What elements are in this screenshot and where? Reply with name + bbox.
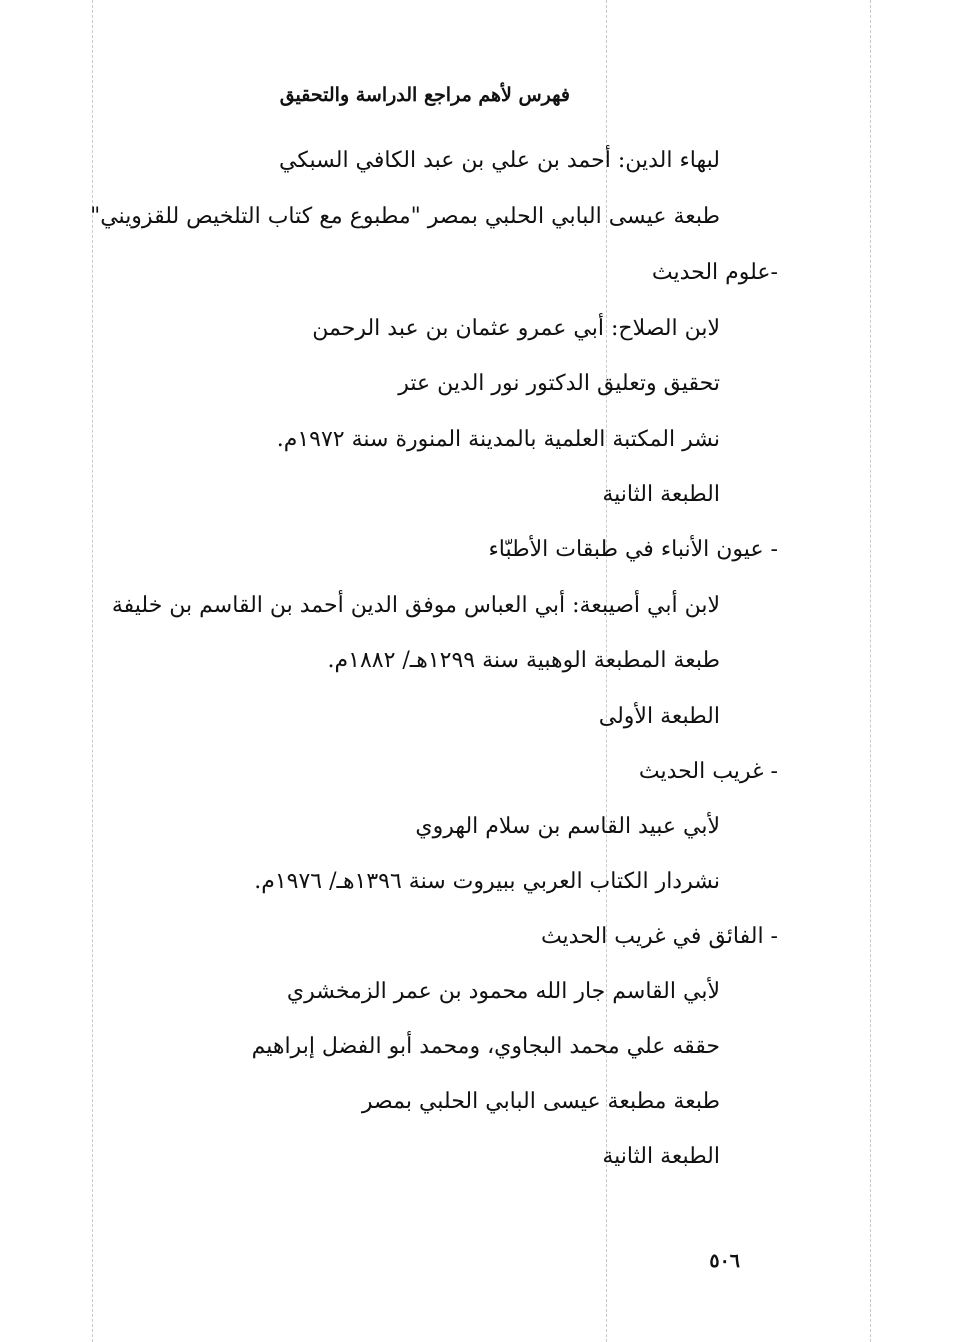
entry-edition-line: الطبعة الثانية (602, 482, 720, 507)
entry-publisher-line: طبعة المطبعة الوهبية سنة ١٢٩٩هـ/ ١٨٨٢م. (327, 648, 720, 673)
entry-editor-line: تحقيق وتعليق الدكتور نور الدين عتر (398, 371, 720, 396)
entry-edition-line: طبعة عيسى البابي الحلبي بمصر "مطبوع مع كتاب التلخيص للقزويني" (90, 204, 720, 229)
entry-publisher-line: طبعة مطبعة عيسى البابي الحلبي بمصر (361, 1089, 720, 1114)
page-header: فهرس لأهم مراجع الدراسة والتحقيق (279, 84, 570, 106)
entry-author-line: لابن الصلاح: أبي عمرو عثمان بن عبد الرحمن (312, 316, 720, 341)
entry-author-line: لأبي القاسم جار الله محمود بن عمر الزمخشري (286, 979, 720, 1004)
entry-author-line: لأبي عبيد القاسم بن سلام الهروي (415, 814, 720, 839)
entry-edition-line: الطبعة الثانية (602, 1144, 720, 1169)
entry-author-line: لبهاء الدين: أحمد بن علي بن عبد الكافي السبكي (279, 148, 720, 173)
page-number: ٥٠٦ (709, 1250, 740, 1272)
section-heading: - الفائق في غريب الحديث (540, 924, 778, 949)
section-heading: - غريب الحديث (638, 759, 778, 784)
entry-editor-line: حققه علي محمد البجاوي، ومحمد أبو الفضل إبراهيم (251, 1034, 720, 1059)
entry-author-line: لابن أبي أصيبعة: أبي العباس موفق الدين أحمد بن القاسم بن خليفة (111, 593, 720, 618)
entry-edition-line: الطبعة الأولى (598, 704, 720, 729)
entry-publisher-line: نشر المكتبة العلمية بالمدينة المنورة سنة ١٩٧٢م. (276, 427, 720, 452)
entry-publisher-line: نشردار الكتاب العربي ببيروت سنة ١٣٩٦هـ/ ١٩٧٦م. (254, 869, 720, 894)
scan-guide-line-right (870, 0, 871, 1342)
section-heading: - عيون الأنباء في طبقات الأطبّاء (488, 537, 778, 562)
section-heading: -علوم الحديث (651, 260, 778, 285)
